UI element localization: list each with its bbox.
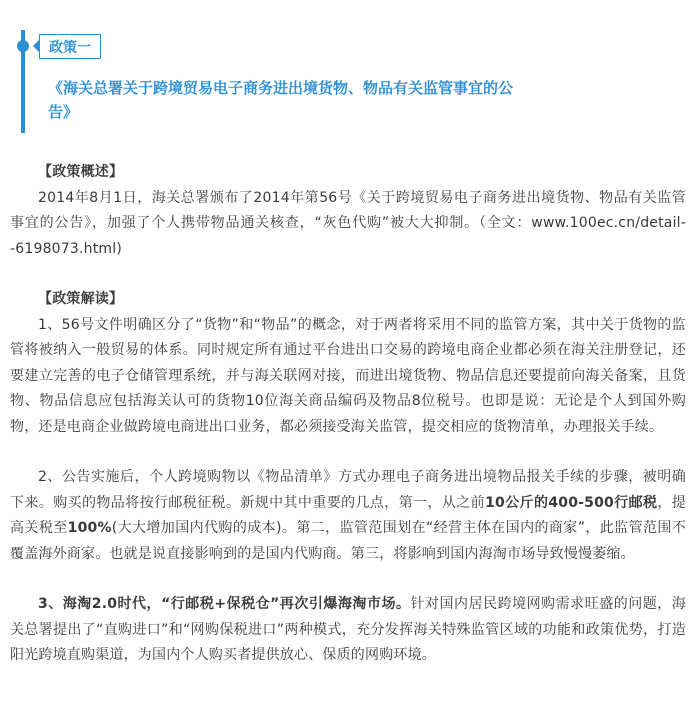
interpretation-paragraph-3: 3、海淘2.0时代，“行邮税+保税仓”再次引爆海淘市场。针对国内居民跨境网购需求旺盛的问题，海关总署提出了“直购进口”和“网购保税进口”两种模式，充分发挥海关特殊监管区域的功能和政策优势，打造阳光跨境直购渠道，为国内个人购买者提供放心、保质的网购环境。 bbox=[10, 596, 686, 663]
interpretation-paragraph-1: 1、56号文件明确区分了“货物”和“物品”的概念，对于两者将采用不同的监管方案，其中关于货物的监管将被纳入一般贸易的体系。同时规定所有通过平台进出口交易的跨境电商企业都必须在海关注册登记，还要建立完善的电子仓储管理系统，并与海关联网对接，而进出境货物、物品信息还要提前向海关备案，且货物、物品信息应包括海关认可的货物10位海关商品编码及物品8位税号。也即是说：无论是个人到国外购物，还是电商企业做跨境电商进出口业务，都必须接受海关监管，提交相应的货物清单，办理报关手续。 bbox=[10, 316, 686, 435]
section-heading-overview: 【政策概述】 bbox=[38, 164, 124, 180]
section-heading-interpretation: 【政策解读】 bbox=[38, 291, 124, 307]
policy-title-link[interactable]: 《海关总署关于跨境贸易电子商务进出境货物、物品有关监管事宜的公告》 bbox=[48, 79, 514, 121]
article-body bbox=[10, 160, 686, 669]
interpretation-paragraph-2: 2、公告实施后，个人跨境购物以《物品清单》方式办理电子商务进出境物品报关手续的步骤，被明确下来。购买的物品将按行邮税征税。新规中其中重要的几点，第一，从之前10公斤的400-500行邮税，提高关税至100%(大大增加国内代购的成本)。第二，监管范围划在“经营主体在国内的商家”，此监管范围不覆盖海外商家。也就是说直接影响到的是国内代购商。第三，将影响到国内海淘市场导致慢慢萎缩。 bbox=[10, 469, 687, 562]
policy-tag: 政策一 bbox=[39, 34, 101, 59]
overview-paragraph: 2014年8月1日，海关总署颁布了2014年第56号《关于跨境贸易电子商务进出境货物、物品有关监管事宜的公告》，加强了个人携带物品通关核查，“灰色代购”被大大抑制。（全文：www.100ec.cn/detail--6198073.html) bbox=[10, 189, 686, 257]
timeline-dot bbox=[17, 40, 29, 52]
